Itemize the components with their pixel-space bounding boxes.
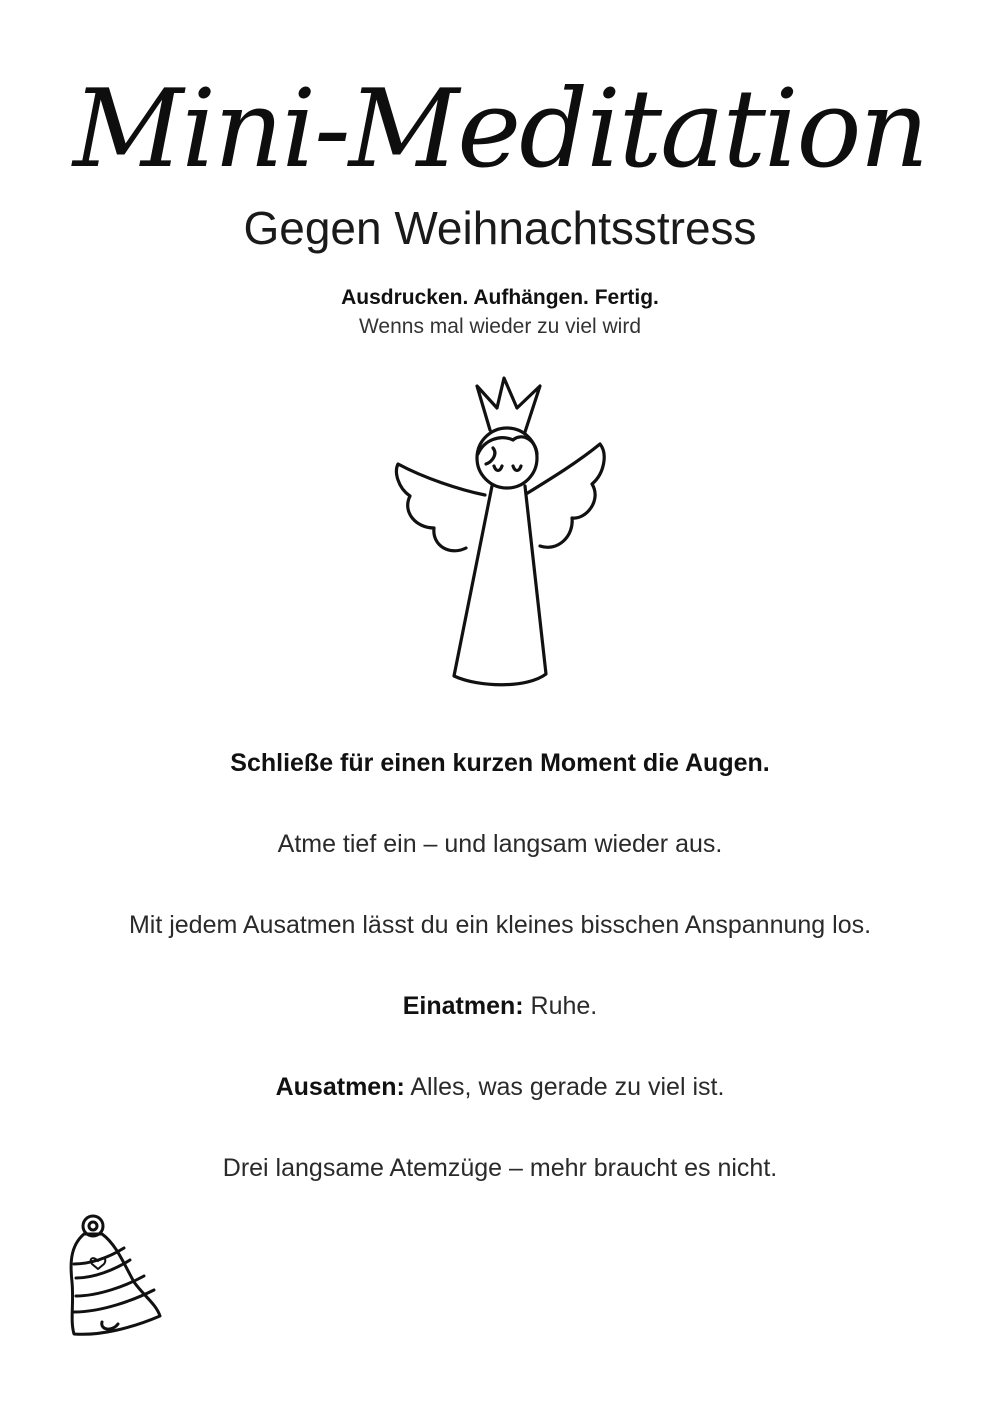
instruction-three-breaths: Drei langsame Atemzüge – mehr braucht es nicht. (222, 1154, 778, 1182)
inhale-label: Einatmen: (402, 992, 524, 1020)
instruction-close-eyes (0, 746, 1000, 780)
bell-with-heart-icon (60, 1212, 170, 1348)
angel-with-crown-icon (380, 370, 620, 690)
instruction-exhale (0, 1070, 1000, 1104)
tagline: Ausdrucken. Aufhängen. Fertig. (341, 286, 659, 309)
page-subtitle: Gegen Weihnachtsstress (243, 202, 757, 254)
tagline-subtext: Wenns mal wieder zu viel wird (358, 315, 642, 338)
instruction-inhale (0, 989, 1000, 1023)
exhale-label: Ausatmen: (275, 1073, 405, 1101)
inhale-text: Ruhe. (523, 992, 598, 1020)
page-title: Mini-Meditation (72, 67, 928, 192)
instruction-close-eyes-text: Schließe für einen kurzen Moment die Augen. (230, 749, 770, 777)
exhale-text: Alles, was gerade zu viel ist. (404, 1073, 725, 1101)
instruction-release: Mit jedem Ausatmen lässt du ein kleines bisschen Anspannung los. (128, 911, 872, 939)
instruction-breathe: Atme tief ein – und langsam wieder aus. (277, 830, 723, 858)
